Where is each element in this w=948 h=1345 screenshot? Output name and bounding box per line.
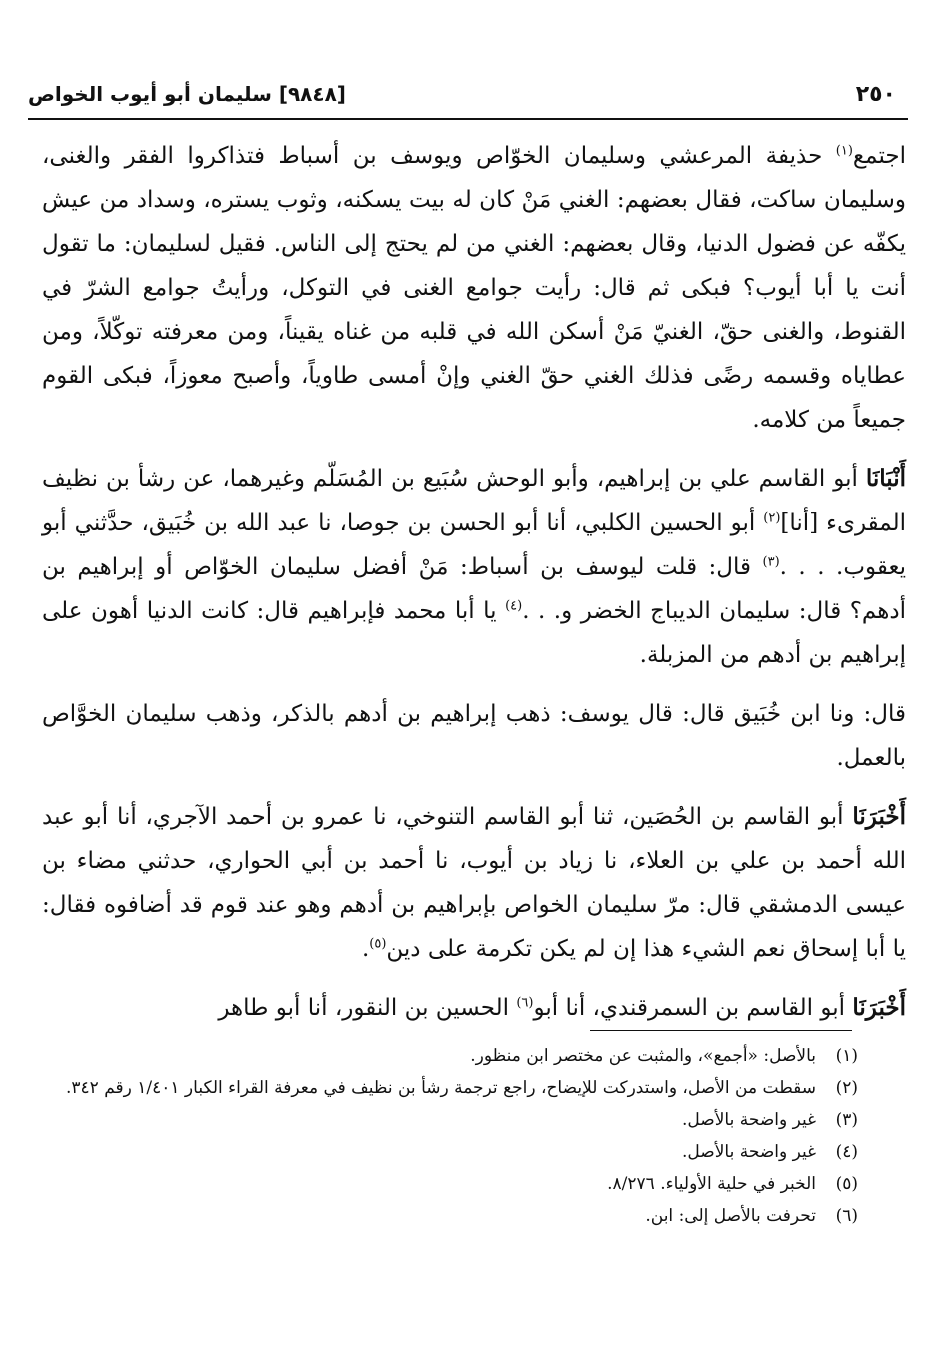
footnote-number: (٥) [835, 1174, 858, 1194]
paragraph-3: قال: ونا ابن خُبَيق قال: قال يوسف: ذهب إبراهيم بن أدهم بالذكر، وذهب سليمان الخوَّاص بالعمل. [42, 701, 906, 771]
footnote-text: بالأصل: «أجمع»، والمثبت عن مختصر ابن منظور. [470, 1046, 816, 1066]
paragraph-1 [42, 134, 906, 442]
paragraph-text: . [361, 936, 370, 962]
footnote-number: (١) [835, 1046, 858, 1066]
paragraph-text: أبو القاسم بن الحُصَين، ثنا أبو القاسم التنوخي، نا عمرو بن أحمد الآجري، أنا أبو عبد الله أحمد بن علي بن العلاء، نا زياد بن أيوب، نا أحمد بن أبي الحواري، حدثني مضاء بن عيسى الدمشقي قال: مرّ سليمان الخواص بإبراهيم بن أدهم وهو عند قوم قد أضافوه فقال: يا أبا إسحاق نعم الشيء هذا إن لم يكن تكرمة على دين [42, 804, 906, 962]
footnote-number: (٢) [835, 1078, 858, 1098]
footnote-text: سقطت من الأصل، واستدركت للإيضاح، راجع ترجمة رشأ بن نظيف في معرفة القراء الكبار ١/٤٠١ رقم ٣٤٢. [65, 1078, 816, 1098]
paragraph-5 [42, 986, 906, 1030]
footnote-3 [42, 1104, 858, 1136]
paragraph-text: قال: قلت ليوسف بن أسباط: مَنْ أفضل سليمان الخوّاص أو إبراهيم بن أدهم؟ قال: سليمان الديباج الخضر و. . . [42, 554, 906, 624]
footnote-number: (٣) [835, 1110, 858, 1130]
footnote-ref-5: (٥) [369, 936, 387, 952]
footnote-number: (٦) [835, 1206, 858, 1226]
footnote-text: غير واضحة بالأصل. [682, 1110, 816, 1130]
chain-keyword: أَخْبَرَنَا [852, 994, 906, 1021]
paragraph-text: يا أبا محمد فإبراهيم قال: كانت الدنيا أهون على إبراهيم بن أدهم من المزبلة. [42, 598, 906, 668]
footnote-ref-6: (٦) [516, 995, 534, 1011]
footnote-text: تحرفت بالأصل إلى: ابن. [645, 1206, 816, 1226]
footnote-1 [42, 1040, 858, 1072]
footnote-6 [42, 1200, 858, 1232]
footnotes [42, 1040, 858, 1232]
footnote-ref-1: (١) [835, 143, 853, 159]
footnote-text: غير واضحة بالأصل. [682, 1142, 816, 1162]
paragraph-text: أبو القاسم علي بن إبراهيم، وأبو الوحش سُبَيع بن المُسَلّم وغيرهما، عن رشأ بن نظيف المقرىء [أنا] [42, 466, 906, 536]
footnote-separator [590, 1030, 852, 1031]
main-text [42, 134, 906, 1045]
paragraph-4 [42, 795, 906, 971]
paragraph-text: حذيفة المرعشي وسليمان الخوّاص ويوسف بن أسباط فتذاكروا الفقر والغنى، وسليمان ساكت، فقال بعضهم: الغني مَنْ كان له بيت يسكنه، وثوب يستره، وسداد من عيش يكفّه عن فضول الدنيا، وقال بعضهم: الغني من لم يحتج إلى الناس. فقيل لسليمان: ما تقول أنت يا أبا أيوب؟ فبكى ثم قال: رأيت جوامع الغنى في التوكل، ورأيتُ جوامع الشرّ في القنوط، والغنى حقّ، الغنيّ مَنْ أسكن الله في قلبه من غناه يقيناً، ومن معرفته توكّلاً، ومن عطاياه وقسمه رضًى فذلك الغني حقّ الغني وإنْ أمسى طاوياً، وأصبح معوزاً، فبكى القوم جميعاً من كلامه. [42, 143, 906, 433]
footnote-ref-2: (٢) [763, 510, 781, 526]
footnote-ref-3: (٣) [762, 554, 780, 570]
paragraph-text: أبو القاسم بن السمرقندي، أنا أبو [533, 995, 853, 1021]
footnote-number: (٤) [835, 1142, 858, 1162]
paragraph-text: الحسين بن النقور، أنا أبو طاهر [218, 995, 517, 1021]
chain-keyword: أَخْبَرَنَا [852, 803, 906, 830]
paragraph-text: اجتمع [852, 143, 906, 169]
paragraph-2 [42, 457, 906, 677]
footnote-text: الخبر في حلية الأولياء. ٨/٢٧٦. [607, 1174, 816, 1194]
footnote-ref-4: (٤) [505, 598, 523, 614]
footnote-4 [42, 1136, 858, 1168]
paragraph-text: أبو الحسين الكلبي، أنا أبو الحسن بن جوصا، نا عبد الله بن خُبَيق، حدَّثني أبو يعقوب. . . . [42, 510, 907, 580]
page-number: ٢٥٠ [855, 82, 896, 107]
footnote-2 [42, 1072, 858, 1104]
page-header [28, 80, 908, 120]
chain-keyword: أَنْبَانَا [865, 465, 906, 492]
footnote-5 [42, 1168, 858, 1200]
running-title: [٩٨٤٨] سليمان أبو أيوب الخواص [28, 82, 346, 106]
